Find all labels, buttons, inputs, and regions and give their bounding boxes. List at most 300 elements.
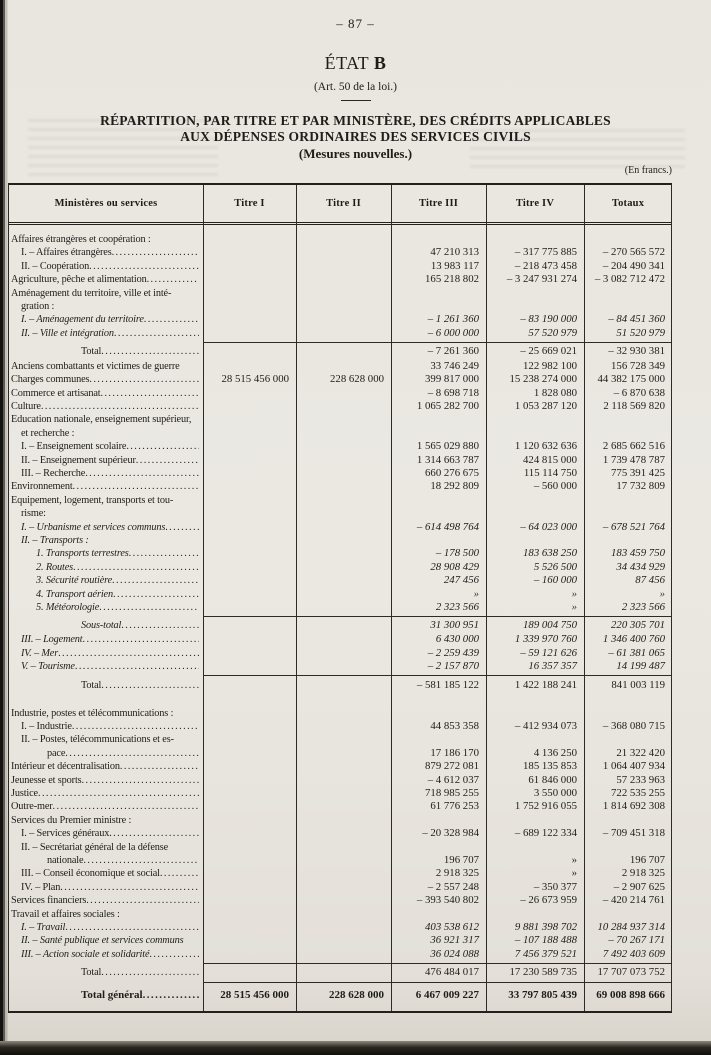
table-row [9, 344, 671, 360]
amount-titre-2 [296, 965, 391, 981]
amount-titre-2 [296, 521, 391, 534]
amount-titre-4 [486, 908, 584, 921]
amount-titre-2 [296, 633, 391, 646]
amount-titre-1 [203, 693, 296, 706]
amount-totaux: – 709 451 318 [602, 827, 665, 840]
amount-titre-2 [296, 387, 391, 400]
ministry-label: Commerce et artisanat ..... [9, 387, 203, 400]
amount-titre-1 [203, 814, 296, 827]
table-row [9, 233, 671, 246]
amount-titre-2 [296, 588, 391, 601]
amount-totaux: 196 707 [629, 854, 665, 867]
amount-titre-1 [203, 507, 296, 520]
amount-totaux: » [659, 587, 665, 600]
amount-titre-3 [391, 733, 486, 746]
table-row [9, 287, 671, 300]
amount-titre-1 [203, 467, 296, 480]
amount-titre-1 [203, 360, 296, 373]
amount-totaux: 1 064 407 934 [602, 760, 665, 773]
amount-titre-4 [486, 427, 584, 440]
dot-leader [41, 400, 199, 413]
amount-totaux: – 420 214 761 [602, 894, 665, 907]
amount-titre-1 [203, 534, 296, 547]
amount-totaux: – 6 870 638 [613, 386, 665, 399]
table-row [9, 507, 671, 520]
ministry-label: Culture ..... [9, 400, 203, 413]
ministry-label [9, 693, 203, 706]
amount-titre-2 [296, 647, 391, 660]
table-row [9, 934, 671, 947]
amount-titre-1 [203, 494, 296, 507]
table-row [9, 588, 671, 601]
dot-leader [85, 467, 199, 480]
ministry-label: Aménagement du territoire, ville et inté- [11, 287, 172, 299]
ministry-label: III. – Action sociale et solidarité ..... [9, 948, 203, 961]
amount-totaux: 21 322 420 [616, 746, 665, 759]
amount-totaux: – 2 907 625 [613, 880, 665, 893]
amount-titre-2 [296, 313, 391, 326]
dot-leader [58, 647, 199, 660]
dot-leader [144, 313, 199, 326]
amount-titre-4: – 560 000 [533, 480, 577, 493]
ministry-label: 4. Transport aérien ..... [9, 588, 203, 601]
amount-titre-1 [203, 300, 296, 313]
amount-titre-2 [296, 574, 391, 587]
amount-titre-3: 399 817 000 [425, 373, 479, 386]
amount-titre-2 [296, 814, 391, 827]
amount-titre-4: 4 136 250 [533, 746, 577, 759]
dot-leader [114, 327, 199, 340]
amount-titre-2 [296, 327, 391, 340]
credits-table [8, 183, 672, 1013]
amount-titre-2 [296, 867, 391, 880]
dot-leader [72, 720, 199, 733]
amount-titre-1 [203, 647, 296, 660]
amount-titre-2 [296, 427, 391, 440]
amount-titre-3 [391, 707, 486, 720]
amount-titre-4 [486, 413, 584, 426]
amount-titre-4 [486, 733, 584, 746]
amount-titre-1 [203, 733, 296, 746]
ministry-label: II. – Postes, télécommunications et es- [21, 734, 174, 746]
amount-titre-3: – 614 498 764 [416, 520, 479, 533]
dot-leader [126, 440, 199, 453]
dot-leader [121, 618, 199, 633]
amount-titre-1 [203, 800, 296, 813]
dot-leader [38, 787, 199, 800]
amount-titre-4 [486, 693, 584, 706]
amount-titre-3 [391, 300, 486, 313]
ministry-label: I. – Aménagement du territoire ..... [9, 313, 203, 326]
amount-titre-1 [203, 561, 296, 574]
amount-titre-2 [296, 300, 391, 313]
amount-titre-1: 28 515 456 000 [220, 988, 289, 1001]
table-row [9, 387, 671, 400]
amount-totaux: 722 535 255 [611, 787, 665, 800]
amount-titre-4: » [571, 587, 577, 600]
ministry-label: Jeunesse et sports ..... [9, 774, 203, 787]
amount-titre-2 [296, 774, 391, 787]
amount-titre-4: 185 135 853 [523, 760, 577, 773]
amount-titre-4: 1 339 970 760 [514, 633, 577, 646]
amount-titre-3: 17 186 170 [430, 746, 479, 759]
amount-totaux: – 204 490 341 [602, 259, 665, 272]
amount-titre-2 [296, 260, 391, 273]
amount-titre-2 [296, 233, 391, 246]
dot-leader [89, 260, 199, 273]
ministry-label: II. – Coopération ..... [9, 260, 203, 273]
amount-totaux [584, 814, 672, 827]
section-divider [203, 963, 671, 964]
amount-titre-4: 1 120 632 636 [514, 440, 577, 453]
amount-titre-1 [203, 827, 296, 840]
dot-leader [165, 521, 199, 534]
ministry-label: II. – Enseignement supérieur ..... [9, 454, 203, 467]
amount-titre-3: 6 467 009 227 [415, 988, 479, 1001]
amount-titre-4 [486, 300, 584, 313]
amount-titre-1 [203, 965, 296, 981]
amount-titre-1 [203, 894, 296, 907]
amount-titre-3 [391, 534, 486, 547]
table-row [9, 787, 671, 800]
document-title-line1: RÉPARTITION, PAR TITRE ET PAR MINISTÈRE, DES CRÉDITS APPLICABLES [100, 113, 611, 128]
ministry-label: pace ..... [9, 747, 203, 760]
unit-note: (En francs.) [624, 165, 672, 176]
amount-titre-2 [296, 787, 391, 800]
amount-titre-2 [296, 678, 391, 694]
dot-leader [143, 985, 199, 1006]
table-row [9, 618, 671, 633]
amount-titre-1 [203, 400, 296, 413]
amount-titre-1 [203, 313, 296, 326]
amount-totaux: 57 233 963 [616, 773, 665, 786]
amount-titre-3: – 4 612 037 [427, 773, 479, 786]
amount-titre-1 [203, 707, 296, 720]
dot-leader [136, 454, 199, 467]
amount-titre-2 [296, 747, 391, 760]
table-row [9, 260, 671, 273]
table-row [9, 400, 671, 413]
dot-leader [101, 965, 199, 981]
table-row [9, 733, 671, 746]
ministry-label: I. – Affaires étrangères ..... [9, 246, 203, 259]
ministry-label: nationale ..... [9, 854, 203, 867]
table-row [9, 427, 671, 440]
amount-titre-4: 5 526 500 [533, 560, 577, 573]
amount-titre-2 [296, 440, 391, 453]
amount-titre-2 [296, 246, 391, 259]
amount-totaux [584, 733, 672, 746]
amount-totaux: 17 732 809 [616, 480, 665, 493]
table-row [9, 360, 671, 373]
ministry-label: III. – Conseil économique et social ..... [9, 867, 203, 880]
amount-titre-4 [486, 841, 584, 854]
amount-totaux: – 32 930 381 [608, 345, 665, 358]
amount-titre-1 [203, 660, 296, 673]
amount-titre-1 [203, 273, 296, 286]
amount-titre-3: – 7 261 360 [427, 345, 479, 358]
amount-totaux: 44 382 175 000 [597, 373, 665, 386]
amount-totaux: 2 685 662 516 [602, 440, 665, 453]
amount-titre-3: – 178 500 [435, 547, 479, 560]
ministry-label: II. – Transports : [21, 535, 89, 547]
amount-titre-3: 403 538 612 [425, 921, 479, 934]
amount-titre-4 [486, 707, 584, 720]
amount-titre-2 [296, 467, 391, 480]
amount-titre-2 [296, 800, 391, 813]
amount-titre-3 [391, 413, 486, 426]
amount-titre-4: 122 982 100 [523, 359, 577, 372]
amount-titre-4: – 412 934 073 [514, 719, 577, 732]
amount-titre-3: 36 024 088 [430, 947, 479, 960]
header-cell-3: Titre III [418, 198, 459, 209]
table-row [9, 827, 671, 840]
ministry-label: Justice ..... [9, 787, 203, 800]
amount-titre-1 [203, 521, 296, 534]
table-row [9, 841, 671, 854]
dot-leader [112, 574, 199, 587]
table-row [9, 413, 671, 426]
amount-titre-4: » [571, 867, 577, 880]
amount-titre-4: – 25 669 021 [520, 345, 577, 358]
ministry-label: III. – Logement ..... [9, 633, 203, 646]
amount-titre-1 [203, 747, 296, 760]
amount-titre-2 [296, 400, 391, 413]
table-header [9, 185, 671, 225]
dot-leader [112, 246, 199, 259]
table-row [9, 774, 671, 787]
ministry-label: II. – Santé publique et services communs [21, 935, 184, 947]
amount-titre-1 [203, 854, 296, 867]
amount-titre-1 [203, 934, 296, 947]
amount-titre-1 [203, 921, 296, 934]
amount-titre-1 [203, 633, 296, 646]
dot-leader [82, 774, 199, 787]
amount-titre-2: 228 628 000 [329, 988, 384, 1001]
ministry-label: Agriculture, pêche et alimentation ..... [9, 273, 203, 286]
amount-totaux [584, 494, 672, 507]
header-cell-2: Titre II [326, 198, 361, 209]
amount-titre-1 [203, 588, 296, 601]
amount-titre-3: – 393 540 802 [416, 894, 479, 907]
ministry-label: Sous-total ..... [9, 618, 203, 633]
amount-titre-1: 28 515 456 000 [221, 373, 289, 386]
scan-edge-bottom [0, 1041, 711, 1055]
table-row [9, 521, 671, 534]
ministry-label: I. – Services généraux ..... [9, 827, 203, 840]
amount-titre-3: 476 484 017 [425, 966, 479, 979]
amount-totaux: 51 520 979 [616, 326, 665, 339]
amount-totaux: 2 118 569 820 [603, 399, 665, 412]
amount-titre-4: » [571, 854, 577, 867]
amount-totaux [584, 534, 672, 547]
amount-titre-4: – 59 121 626 [520, 646, 577, 659]
amount-titre-4: 189 004 750 [523, 619, 577, 632]
amount-titre-2 [296, 881, 391, 894]
ministry-label: risme: [21, 508, 46, 520]
table-row [9, 707, 671, 720]
amount-titre-4: – 350 377 [533, 880, 577, 893]
amount-titre-4: 3 550 000 [533, 787, 577, 800]
amount-titre-4 [486, 287, 584, 300]
amount-titre-4: 1 053 287 120 [514, 399, 577, 412]
amount-titre-2 [296, 413, 391, 426]
table-row [9, 881, 671, 894]
ministry-label: Charges communes ..... [9, 373, 203, 386]
table-row [9, 800, 671, 813]
amount-totaux: – 270 565 572 [602, 246, 665, 259]
amount-titre-4: 17 230 589 735 [509, 966, 577, 979]
dot-leader [75, 660, 199, 673]
amount-titre-4 [486, 814, 584, 827]
amount-titre-4: » [571, 601, 577, 614]
amount-titre-2 [296, 894, 391, 907]
amount-titre-3 [391, 287, 486, 300]
amount-titre-1 [203, 867, 296, 880]
ministry-label: Anciens combattants et victimes de guerre [11, 360, 180, 372]
dot-leader [83, 854, 199, 867]
amount-totaux: 156 728 349 [611, 359, 665, 372]
amount-titre-2 [296, 547, 391, 560]
amount-titre-3 [391, 693, 486, 706]
amount-titre-3: – 1 261 360 [427, 313, 479, 326]
amount-titre-3 [391, 427, 486, 440]
amount-titre-2 [296, 948, 391, 961]
amount-titre-1 [203, 547, 296, 560]
amount-titre-2 [296, 618, 391, 633]
amount-titre-3: 1 314 663 787 [416, 453, 479, 466]
amount-titre-1 [203, 413, 296, 426]
amount-titre-1 [203, 841, 296, 854]
table-row [9, 494, 671, 507]
amount-titre-4 [486, 494, 584, 507]
table-row [9, 246, 671, 259]
ministry-label: I. – Travail ..... [9, 921, 203, 934]
amount-titre-2 [296, 760, 391, 773]
amount-titre-1 [203, 618, 296, 633]
amount-titre-1 [203, 480, 296, 493]
ministry-label: IV. – Plan ..... [9, 881, 203, 894]
amount-titre-3: 33 746 249 [430, 359, 479, 372]
dot-leader [160, 867, 199, 880]
ministry-label: III. – Recherche ..... [9, 467, 203, 480]
amount-titre-4: 16 357 357 [528, 660, 577, 673]
ministry-label: Total ..... [9, 678, 203, 694]
amount-titre-2 [296, 273, 391, 286]
amount-titre-3: 61 776 253 [430, 800, 479, 813]
section-divider [203, 342, 671, 343]
amount-titre-2 [296, 494, 391, 507]
ministry-label: Services financiers ..... [9, 894, 203, 907]
table-row [9, 867, 671, 880]
amount-titre-1 [203, 574, 296, 587]
amount-titre-2 [296, 480, 391, 493]
ministry-label: Travail et affaires sociales : [11, 908, 120, 920]
table-row [9, 467, 671, 480]
amount-totaux [584, 413, 672, 426]
amount-titre-4 [486, 507, 584, 520]
table-row [9, 534, 671, 547]
amount-titre-1 [203, 387, 296, 400]
amount-titre-4: 15 238 274 000 [509, 373, 577, 386]
amount-titre-1 [203, 948, 296, 961]
ministry-label: Industrie, postes et télécommunications : [11, 707, 174, 719]
amount-totaux: – 61 381 065 [608, 646, 665, 659]
amount-totaux: 34 434 929 [616, 560, 665, 573]
header-cell-5: Totaux [611, 198, 645, 209]
dot-leader [65, 747, 199, 760]
amount-titre-3: 31 300 951 [430, 619, 479, 632]
title-rule [341, 100, 371, 101]
amount-titre-3: – 2 157 870 [427, 660, 479, 673]
amount-titre-4: – 83 190 000 [520, 313, 577, 326]
table-row [9, 273, 671, 286]
amount-titre-4: – 107 188 488 [514, 934, 577, 947]
amount-titre-3: » [473, 587, 479, 600]
table-row [9, 327, 671, 340]
table-row [9, 894, 671, 907]
amount-titre-3: – 2 557 248 [427, 880, 479, 893]
ministry-label: Affaires étrangères et coopération : [11, 234, 151, 245]
amount-totaux: 10 284 937 314 [597, 921, 665, 934]
amount-totaux: – 84 451 360 [608, 313, 665, 326]
ministry-label: Total ..... [9, 965, 203, 981]
amount-titre-4: – 160 000 [533, 574, 577, 587]
amount-totaux: 1 739 478 787 [602, 453, 665, 466]
document-title-mesures: (Mesures nouvelles.) [298, 146, 413, 161]
amount-titre-2 [296, 733, 391, 746]
amount-titre-3 [391, 507, 486, 520]
amount-totaux [584, 233, 672, 246]
table-row [9, 313, 671, 326]
amount-totaux: – 70 267 171 [608, 934, 665, 947]
ministry-label: IV. – Mer ..... [9, 647, 203, 660]
amount-titre-3: 2 323 566 [435, 601, 479, 614]
amount-titre-3: – 2 259 439 [427, 646, 479, 659]
section-divider [203, 675, 671, 676]
amount-titre-2 [296, 908, 391, 921]
table-row [9, 574, 671, 587]
dot-leader [99, 601, 199, 614]
table-row [9, 480, 671, 493]
amount-titre-4: – 26 673 959 [520, 894, 577, 907]
table-row [9, 454, 671, 467]
amount-titre-2 [296, 660, 391, 673]
amount-titre-4: – 3 247 931 274 [506, 273, 577, 286]
ministry-label: gration : [21, 301, 55, 313]
amount-titre-3 [391, 908, 486, 921]
amount-titre-1 [203, 233, 296, 246]
amount-titre-1 [203, 344, 296, 360]
ministry-label: Equipement, logement, transports et tou- [11, 494, 174, 506]
ministry-label: II. – Ville et intégration ..... [9, 327, 203, 340]
amount-titre-1 [203, 454, 296, 467]
table-row [9, 948, 671, 961]
amount-totaux [584, 287, 672, 300]
scan-edge-left [0, 0, 8, 1042]
ministry-label: 1. Transports terrestres ..... [9, 547, 203, 560]
amount-titre-3: 44 853 358 [430, 719, 479, 732]
dot-leader [147, 273, 199, 286]
amount-titre-1 [203, 678, 296, 694]
amount-titre-2 [296, 454, 391, 467]
amount-titre-3: 1 565 029 880 [416, 440, 479, 453]
amount-titre-1 [203, 760, 296, 773]
ministry-label: I. – Industrie ..... [9, 720, 203, 733]
amount-titre-1 [203, 427, 296, 440]
amount-totaux: 2 323 566 [621, 601, 665, 614]
amount-titre-2 [296, 287, 391, 300]
